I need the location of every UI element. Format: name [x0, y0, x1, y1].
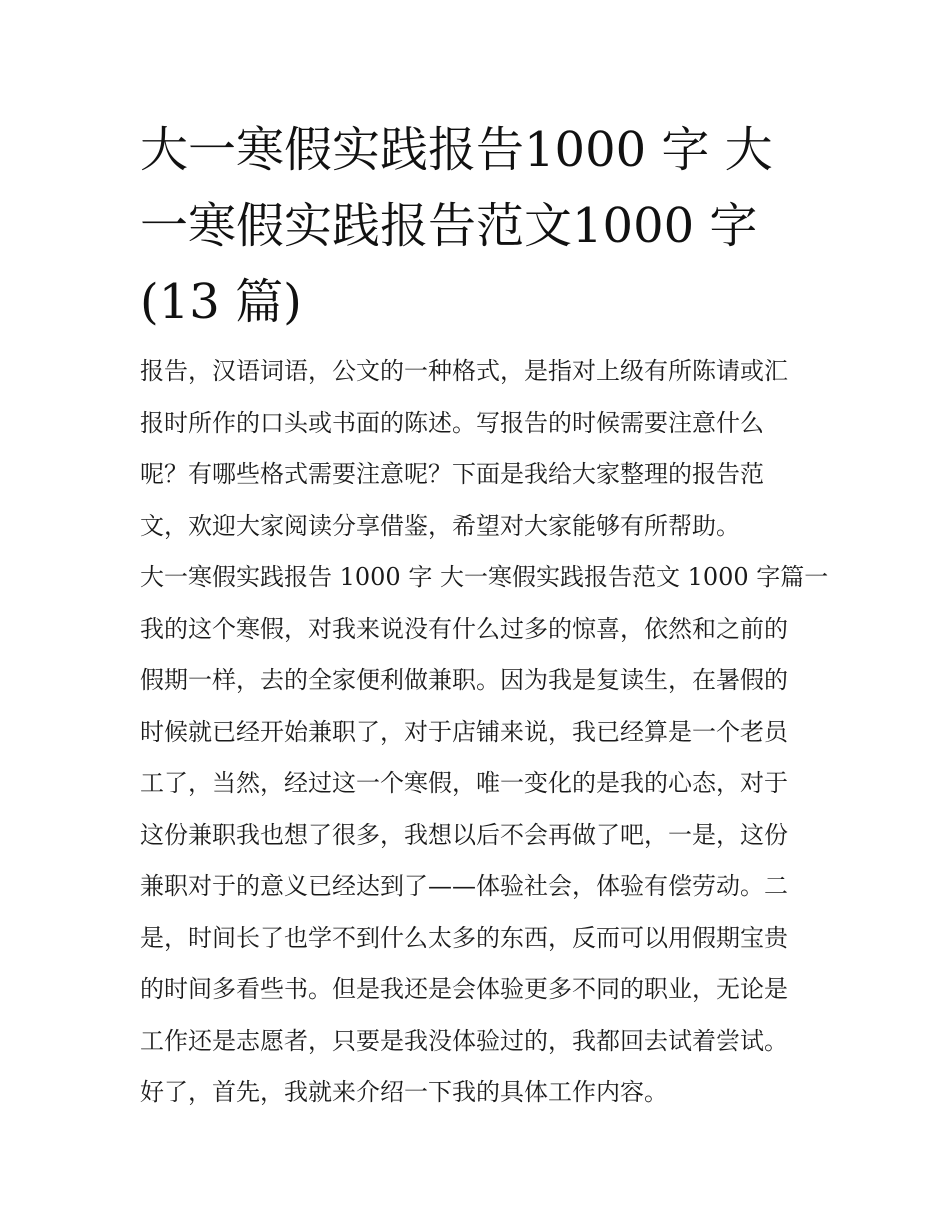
text-line: 我的这个寒假，对我来说没有什么过多的惊喜，依然和之前的	[140, 614, 788, 643]
text-line: 的时间多看些书。但是我还是会体验更多不同的职业，无论是	[140, 975, 788, 1003]
text-line: 大一寒假实践报告 1000 字 大一寒假实践报告范文 1000 字篇一	[140, 563, 829, 591]
text-line: 呢？有哪些格式需要注意呢？下面是我给大家整理的报告范	[140, 460, 764, 488]
body-paragraph	[140, 552, 829, 1119]
text-line: 报告，汉语词语，公文的一种格式，是指对上级有所陈请或汇	[140, 357, 788, 385]
text-line: 报时所作的口头或书面的陈述。写报告的时候需要注意什么	[140, 408, 764, 437]
text-line: 假期一样，去的全家便利做兼职。因为我是复读生，在暑假的	[140, 666, 788, 694]
title-line: 大一寒假实践报告1000 字 大	[140, 122, 773, 178]
document-title	[140, 112, 815, 340]
text-line: 工了，当然，经过这一个寒假，唯一变化的是我的心态，对于	[140, 769, 788, 797]
text-line: 文，欢迎大家阅读分享借鉴，希望对大家能够有所帮助。	[140, 511, 740, 540]
text-line: 工作还是志愿者，只要是我没体验过的，我都回去试着尝试。	[140, 1026, 788, 1055]
text-line: 这份兼职我也想了很多，我想以后不会再做了吧，一是，这份	[140, 820, 788, 849]
intro-paragraph	[140, 346, 815, 552]
text-line: 时候就已经开始兼职了，对于店铺来说，我已经算是一个老员	[140, 717, 788, 746]
text-line: 好了，首先，我就来介绍一下我的具体工作内容。	[140, 1078, 668, 1106]
document-content	[140, 112, 829, 1119]
text-line: 是，时间长了也学不到什么太多的东西，反而可以用假期宝贵	[140, 923, 788, 952]
title-line: (13 篇)	[140, 274, 302, 330]
text-line: 兼职对于的意义已经达到了——体验社会，体验有偿劳动。二	[140, 872, 788, 900]
title-line: 一寒假实践报告范文1000 字	[140, 198, 758, 254]
